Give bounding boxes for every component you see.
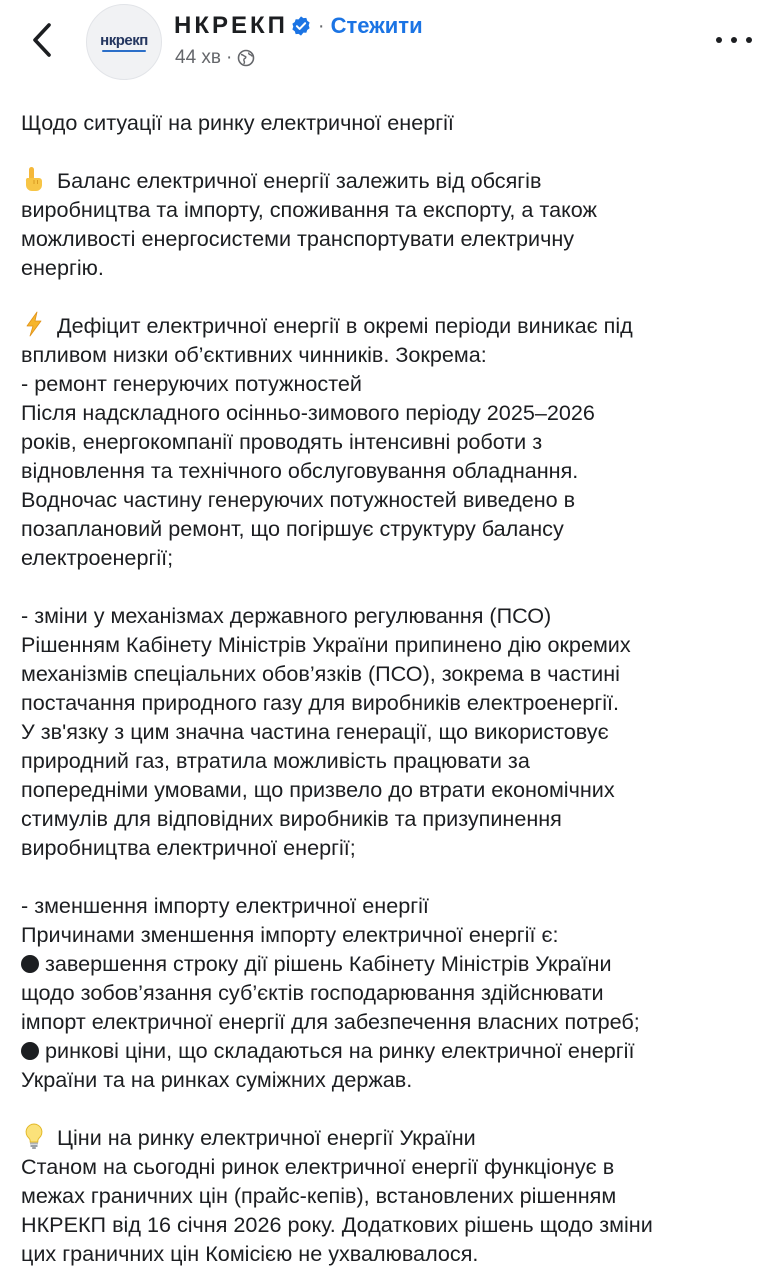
deficit-paragraph (21, 311, 761, 572)
deficit-line: відновлення та технічного обслуговування обладнання. (21, 458, 579, 483)
regulation-line: виробництва електричної енергії; (21, 835, 356, 860)
post-meta (175, 46, 255, 70)
bullet-line: завершення строку дії рішень Кабінету Міністрів України (45, 951, 612, 976)
deficit-line: електроенергії; (21, 545, 174, 570)
verified-badge-icon (290, 15, 312, 37)
regulation-line: попередніми умовами, що призвело до втрати економічних (21, 777, 615, 802)
more-dot-icon (731, 37, 737, 43)
regulation-line: - зміни у механізмах державного регулювання (ПСО) (21, 603, 552, 628)
follow-button[interactable]: Стежити (330, 13, 423, 38)
bullet-line: ринкові ціни, що складаються на ринку електричної енергії (45, 1038, 635, 1063)
prices-line: цих граничних цін Комісією не ухвалювалося. (21, 1241, 479, 1266)
more-dot-icon (716, 37, 722, 43)
regulation-paragraph (21, 601, 761, 862)
imports-line: - зменшення імпорту електричної енергії (21, 893, 429, 918)
deficit-line: років, енергокомпанії проводять інтенсивні роботи з (21, 429, 543, 454)
deficit-line: Дефіцит електричної енергії в окремі періоди виникає під (57, 313, 633, 338)
page-name[interactable]: НКРЕКП (174, 12, 288, 39)
page-avatar[interactable] (86, 4, 162, 80)
balance-paragraph (21, 166, 761, 282)
globe-icon (237, 49, 255, 67)
bullet-line: України та на ринках суміжних держав. (21, 1067, 413, 1092)
regulation-line: стимулів для відповідних виробників та призупинення (21, 806, 562, 831)
regulation-line: У зв'язку з цим значна частина генерації, що використовує (21, 719, 609, 744)
light-bulb-icon (21, 1123, 47, 1152)
balance-line: виробництва та імпорту, споживання та експорту, а також (21, 197, 597, 222)
balance-line: можливості енергосистеми транспортувати електричну (21, 226, 575, 251)
imports-paragraph (21, 891, 761, 1094)
deficit-line: Після надскладного осінньо-зимового періоду 2025–2026 (21, 400, 595, 425)
more-dot-icon (746, 37, 752, 43)
regulation-line: постачання природного газу для виробників електроенергії. (21, 690, 620, 715)
pointing-up-icon (21, 166, 47, 195)
deficit-line: впливом низки об’єктивних чинників. Зокрема: (21, 342, 487, 367)
lightning-icon (21, 311, 47, 340)
bullet-icon (21, 1042, 39, 1060)
regulation-line: природний газ, втратила можливість працювати за (21, 748, 530, 773)
prices-line: Ціни на ринку електричної енергії України (57, 1125, 476, 1150)
bullet-line: щодо зобов’язання суб’єктів господарювання здійснювати (21, 980, 604, 1005)
prices-line: НКРЕКП від 16 січня 2026 року. Додаткових рішень щодо зміни (21, 1212, 653, 1237)
bullet-icon (21, 955, 39, 973)
deficit-line: позаплановий ремонт, що погіршує структуру балансу (21, 516, 564, 541)
prices-line: межах граничних цін (прайс-кепів), встановлених рішенням (21, 1183, 617, 1208)
deficit-line: Водночас частину генеруючих потужностей виведено в (21, 487, 576, 512)
deficit-line: - ремонт генеруючих потужностей (21, 371, 362, 396)
more-options-button[interactable] (716, 26, 752, 54)
meta-separator: · (226, 47, 233, 68)
post-time[interactable]: 44 хв (175, 47, 222, 68)
back-button[interactable] (22, 18, 62, 62)
post-header (0, 0, 776, 90)
post-title: Щодо ситуації на ринку електричної енергії (21, 110, 454, 135)
avatar-logo: нкрекп (100, 32, 148, 52)
bullet-line: імпорт електричної енергії для забезпечення власних потреб; (21, 1009, 640, 1034)
imports-line: Причинами зменшення імпорту електричної енергії є: (21, 922, 559, 947)
regulation-line: Рішенням Кабінету Міністрів України припинено дію окремих (21, 632, 631, 657)
post-text (21, 108, 761, 1268)
page-name-row (174, 10, 423, 42)
chevron-left-icon (31, 22, 53, 58)
balance-line: енергію. (21, 255, 104, 280)
balance-line: Баланс електричної енергії залежить від обсягів (57, 168, 542, 193)
name-separator: · (317, 14, 325, 37)
prices-line: Станом на сьогодні ринок електричної енергії функціонує в (21, 1154, 615, 1179)
regulation-line: механізмів спеціальних обов’язків (ПСО), зокрема в частині (21, 661, 620, 686)
prices-paragraph (21, 1123, 761, 1268)
